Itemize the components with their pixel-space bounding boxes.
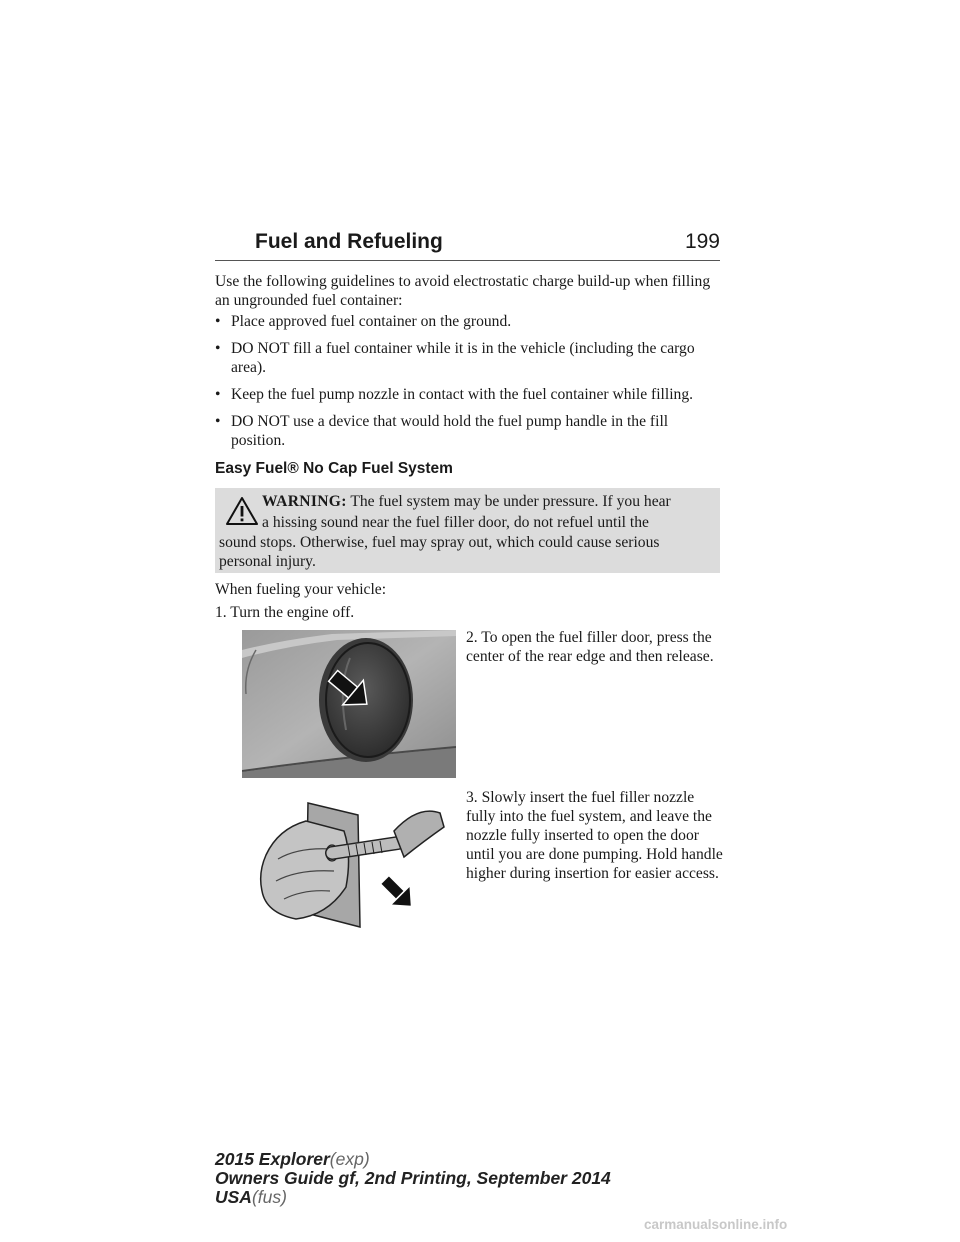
footer-market: USA	[215, 1187, 252, 1207]
list-item	[215, 412, 720, 450]
page-footer	[215, 1150, 611, 1207]
list-item-text: DO NOT fill a fuel container while it is in the vehicle (including the cargo area).	[231, 340, 695, 376]
bullet-glyph: •	[215, 313, 221, 330]
bullet-glyph: •	[215, 386, 221, 403]
footer-model-code: (exp)	[329, 1149, 370, 1169]
footer-model: 2015 Explorer	[215, 1149, 330, 1169]
warning-text-line: personal injury.	[219, 553, 316, 570]
warning-label: WARNING:	[262, 493, 347, 510]
section-title: Fuel and Refueling	[255, 230, 443, 253]
warning-triangle-icon	[225, 496, 259, 526]
list-item	[215, 339, 720, 377]
warning-text-continued	[219, 533, 712, 571]
footer-model-line	[215, 1150, 611, 1169]
page-header	[215, 228, 720, 262]
footer-guide: Owners Guide gf, 2nd Printing, September 2014	[215, 1168, 611, 1188]
warning-text-line: a hissing sound near the fuel filler door, do not refuel until the	[262, 514, 649, 531]
page-number: 199	[684, 230, 720, 253]
warning-text-line: sound stops. Otherwise, fuel may spray out, which could cause serious	[219, 534, 660, 551]
step-3: 3. Slowly insert the fuel filler nozzle fully into the fuel system, and leave the nozzle fully inserted to open the door until you are done pumping. Hold handle higher during insertion for easier access.	[466, 789, 723, 882]
watermark: carmanualsonline.info	[644, 1217, 788, 1232]
warning-text: The fuel system may be under pressure. If you hear	[350, 493, 671, 510]
warning-text-line	[262, 492, 712, 511]
list-item	[215, 312, 720, 331]
list-item-text: Place approved fuel container on the ground.	[231, 313, 512, 330]
list-item-text: DO NOT use a device that would hold the fuel pump handle in the fill position.	[231, 413, 669, 449]
header-divider	[215, 260, 720, 261]
intro-paragraph: Use the following guidelines to avoid electrostatic charge build-up when filling an ungrounded fuel container:	[215, 273, 711, 309]
list-item-text: Keep the fuel pump nozzle in contact with the fuel container while filling.	[231, 386, 694, 403]
warning-box	[215, 488, 720, 573]
instruction-lead: When fueling your vehicle:	[215, 581, 387, 598]
footer-market-line	[215, 1188, 611, 1207]
fuel-nozzle-insertion-illustration	[248, 795, 448, 937]
list-item	[215, 385, 720, 404]
bullet-glyph: •	[215, 413, 221, 430]
footer-market-code: (fus)	[251, 1187, 287, 1207]
step-2: 2. To open the fuel filler door, press the center of the rear edge and then release.	[466, 629, 714, 665]
step-1: 1. Turn the engine off.	[215, 604, 355, 621]
bullet-glyph: •	[215, 340, 221, 357]
guideline-list	[215, 312, 720, 458]
section-heading: Easy Fuel® No Cap Fuel System	[215, 460, 453, 477]
fuel-filler-door-illustration	[242, 630, 456, 778]
